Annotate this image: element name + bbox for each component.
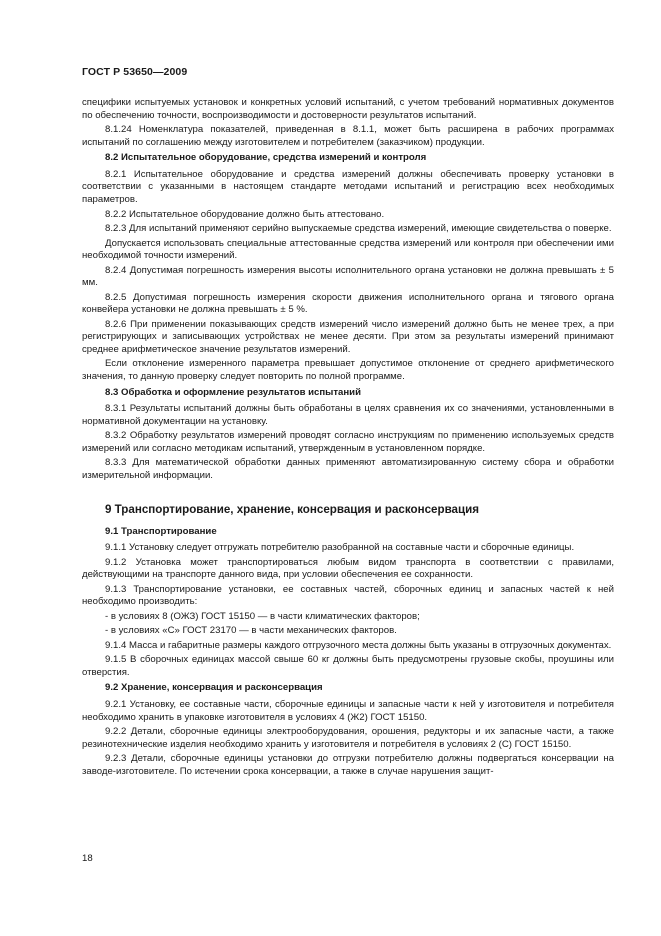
paragraph: 8.1.24 Номенклатура показателей, приведенная в 8.1.1, может быть расширена в рабочих программах испытаний по соглашению между изготовителем и потребителем (заказчиком) продукции. [82, 124, 614, 148]
paragraph: 8.2.4 Допустимая погрешность измерения высоты исполнительного органа установки не должна превышать ± 5 мм. [82, 264, 614, 289]
list-item: - в условиях «С» ГОСТ 23170 — в части механических факторов. [105, 625, 397, 637]
document-header-code: ГОСТ Р 53650—2009 [82, 66, 188, 78]
paragraph: 8.2.6 При применении показывающих средств измерений число измерений должно быть не менее трех, а при регистрирующих и записывающих устройствах не менее десяти. При этом за результаты измерений принимают среднее арифметическое значение результатов измерений. [82, 318, 614, 355]
section-heading: 8.3 Обработка и оформление результатов испытаний [105, 386, 361, 398]
paragraph: 9.2.3 Детали, сборочные единицы установки до отгрузки потребителю должны подвергаться консервации на заводе-изготовителе. По истечении срока консервации, а также в случае нарушения защит- [82, 753, 614, 777]
paragraph: 8.3.2 Обработку результатов измерений проводят согласно инструкциям по применению используемых средств измерений или согласно методикам испытаний, утвержденным в установленном порядке. [82, 430, 614, 454]
paragraph: 8.2.5 Допустимая погрешность измерения скорости движения исполнительного органа и тягового органа конвейера установки не должна превышать ± 5 %. [82, 291, 614, 316]
chapter-heading: 9 Транспортирование, хранение, консервация и расконсервация [105, 502, 480, 516]
page-number: 18 [82, 853, 93, 864]
paragraph: 8.2.1 Испытательное оборудование и средства измерений должны обеспечивать проверку установки в соответствии с указанными в настоящем стандарте методами испытаний и регистрацию всех необходимых параметров. [82, 168, 614, 206]
paragraph: 9.2.2 Детали, сборочные единицы электрооборудования, орошения, редукторы и их запасные части, а также резинотехнические изделия необходимо хранить у изготовителя и потребителя в условиях 2 (С) ГОСТ 15150. [82, 726, 614, 750]
paragraph: 9.1.4 Масса и габаритные размеры каждого отгрузочного места должны быть указаны в отгрузочных документах. [105, 639, 612, 651]
document-body [82, 97, 614, 780]
section-heading: 8.2 Испытательное оборудование, средства измерений и контроля [105, 152, 427, 164]
paragraph: 8.2.2 Испытательное оборудование должно быть аттестовано. [105, 208, 385, 220]
paragraph: 9.2.1 Установку, ее составные части, сборочные единицы и запасные части к ней у изготовителя и потребителя необходимо хранить в упаковке изготовителя в условиях 4 (Ж2) ГОСТ 15150. [82, 699, 614, 723]
paragraph: Допускается использовать специальные аттестованные средства измерений или контроля при обеспечении ими необходимой точности измерений. [82, 237, 614, 262]
paragraph: Если отклонение измеренного параметра превышает допустимое отклонение от среднего арифметического значения, то данную проверку следует повторить по полной программе. [82, 358, 614, 382]
paragraph: 9.1.2 Установка может транспортироваться любым видом транспорта в соответствии с правилами, действующими на транспорте данного вида, при условии обеспечения ее сохранности. [82, 556, 614, 581]
section-heading: 9.1 Транспортирование [105, 525, 217, 537]
paragraph: 9.1.1 Установку следует отгружать потребителю разобранной на составные части и сборочные единицы. [105, 542, 575, 554]
paragraph: 8.3.3 Для математической обработки данных применяют автоматизированную систему сбора и обработки измерительной информации. [82, 457, 614, 481]
section-heading: 9.2 Хранение, консервация и расконсервация [105, 682, 323, 694]
paragraph: специфики испытуемых установок и конкретных условий испытаний, с учетом требований нормативных документов по обеспечению точности, воспроизводимости и достоверности результатов испытаний. [82, 97, 614, 121]
paragraph: 9.1.5 В сборочных единицах массой свыше 60 кг должны быть предусмотрены грузовые скобы, проушины или отверстия. [82, 654, 614, 678]
list-item: - в условиях 8 (ОЖЗ) ГОСТ 15150 — в части климатических факторов; [105, 610, 420, 622]
paragraph: 8.3.1 Результаты испытаний должны быть обработаны в целях сравнения их со значениями, установленными в нормативной документации на установку. [82, 403, 614, 427]
paragraph: 9.1.3 Транспортирование установки, ее составных частей, сборочных единиц и запасных частей к ней необходимо производить: [82, 583, 614, 608]
paragraph: 8.2.3 Для испытаний применяют серийно выпускаемые средства измерений, имеющие свидетельства о поверке. [105, 223, 612, 235]
